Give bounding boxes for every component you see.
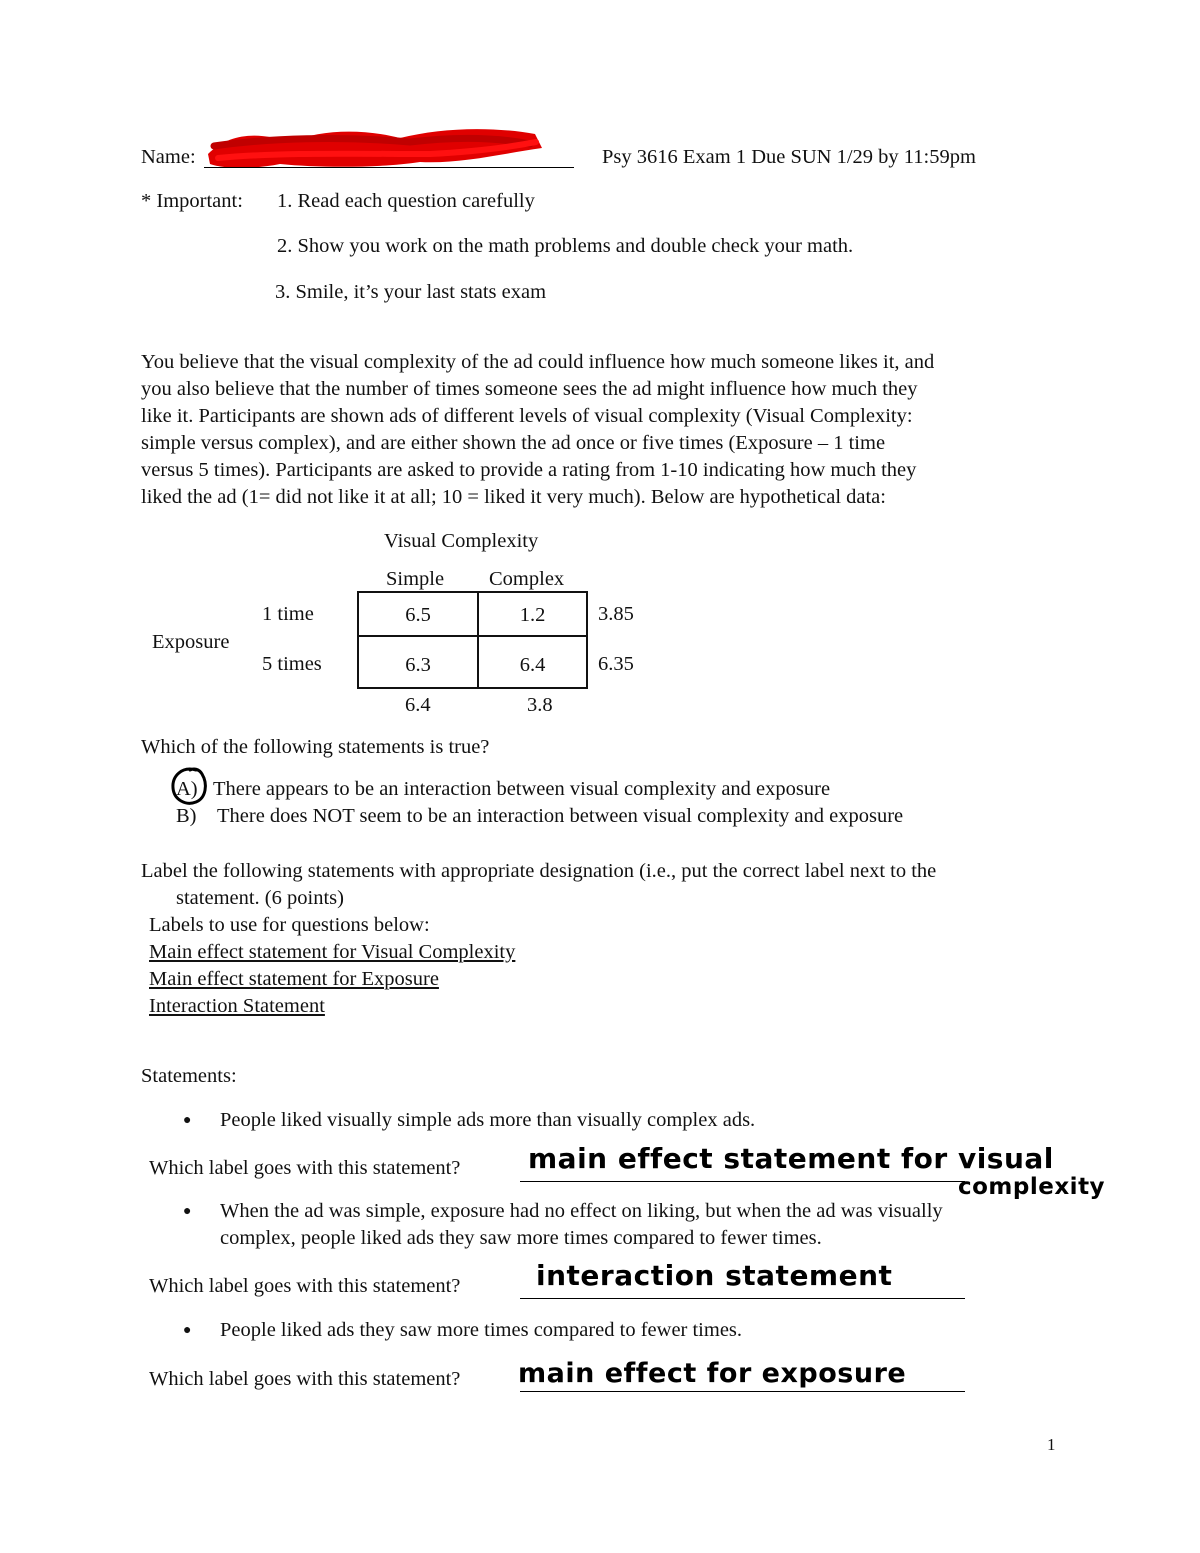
table-cell: 6.5 xyxy=(357,591,479,637)
statement-text: complex, people liked ads they saw more times compared to fewer times. xyxy=(220,1227,822,1249)
table-column-header: Simple xyxy=(386,568,445,590)
answer-line xyxy=(520,1391,965,1392)
scenario-line: liked the ad (1= did not like it at all; 10 = liked it very much). Below are hypothetical data: xyxy=(141,485,886,508)
important-item: 2. Show you work on the math problems and double check your math. xyxy=(277,235,854,257)
labels-instruction: statement. (6 points) xyxy=(176,887,344,909)
handwritten-answer[interactable]: main effect statement for visual xyxy=(528,1142,1054,1175)
label-option: Main effect statement for Exposure xyxy=(149,968,439,990)
name-label: Name: xyxy=(141,146,196,168)
table-cell: 1.2 xyxy=(477,591,588,637)
answer-line xyxy=(520,1298,965,1299)
statement-text: People liked ads they saw more times compared to fewer times. xyxy=(220,1319,743,1341)
option-text: There appears to be an interaction between visual complexity and exposure xyxy=(213,778,831,800)
answer-line xyxy=(520,1181,965,1182)
important-item: 1. Read each question carefully xyxy=(277,190,535,212)
scenario-line: you also believe that the number of times someone sees the ad might influence how much they xyxy=(141,377,918,400)
labels-instruction: Label the following statements with appropriate designation (i.e., put the correct label next to the xyxy=(141,860,937,882)
name-underline xyxy=(204,167,574,168)
option-letter[interactable]: A) xyxy=(176,778,198,800)
table-row-label: 5 times xyxy=(262,653,322,675)
important-label: * Important: xyxy=(141,190,243,212)
table-cell: 6.3 xyxy=(357,635,479,689)
bullet-icon: ● xyxy=(183,1323,192,1338)
table-title: Visual Complexity xyxy=(384,530,539,552)
bullet-icon: ● xyxy=(183,1113,192,1128)
label-option: Main effect statement for Visual Complexity xyxy=(149,941,516,963)
handwritten-answer[interactable]: main effect for exposure xyxy=(518,1358,907,1389)
scenario-line: simple versus complex), and are either shown the ad once or five times (Exposure – 1 time xyxy=(141,431,886,454)
handwritten-answer[interactable]: interaction statement xyxy=(536,1259,893,1292)
table-cell: 6.4 xyxy=(477,635,588,689)
row-marginal: 6.35 xyxy=(598,653,634,675)
answer-prompt: Which label goes with this statement? xyxy=(149,1157,461,1179)
exam-title: Psy 3616 Exam 1 Due SUN 1/29 by 11:59pm xyxy=(602,146,976,168)
handwritten-answer-continued[interactable]: complexity xyxy=(958,1174,1106,1200)
scenario-line: versus 5 times). Participants are asked to provide a rating from 1-10 indicating how much they xyxy=(141,458,917,481)
label-option: Interaction Statement xyxy=(149,995,325,1017)
row-marginal: 3.85 xyxy=(598,603,634,625)
page-number: 1 xyxy=(1047,1435,1056,1454)
important-item: 3. Smile, it’s your last stats exam xyxy=(275,281,547,303)
scenario-line: You believe that the visual complexity of the ad could influence how much someone likes it, and xyxy=(141,351,935,373)
statement-text: People liked visually simple ads more than visually complex ads. xyxy=(220,1109,756,1131)
answer-prompt: Which label goes with this statement? xyxy=(149,1368,461,1390)
statements-heading: Statements: xyxy=(141,1065,237,1087)
table-row-label: 1 time xyxy=(262,603,314,625)
bullet-icon: ● xyxy=(183,1204,192,1219)
scenario-line: like it. Participants are shown ads of different levels of visual complexity (Visual Complexity: xyxy=(141,404,913,427)
statement-text: When the ad was simple, exposure had no effect on liking, but when the ad was visually xyxy=(220,1200,943,1222)
option-text: There does NOT seem to be an interaction between visual complexity and exposure xyxy=(217,805,904,827)
column-marginal: 3.8 xyxy=(527,694,553,716)
answer-prompt: Which label goes with this statement? xyxy=(149,1275,461,1297)
table-column-header: Complex xyxy=(489,568,565,590)
labels-intro: Labels to use for questions below: xyxy=(149,914,430,936)
question-prompt: Which of the following statements is true? xyxy=(141,736,490,758)
table-row-factor: Exposure xyxy=(152,631,230,653)
name-redaction xyxy=(200,124,550,172)
option-letter[interactable]: B) xyxy=(176,805,197,827)
column-marginal: 6.4 xyxy=(405,694,431,716)
scenario-paragraph xyxy=(141,349,1071,510)
